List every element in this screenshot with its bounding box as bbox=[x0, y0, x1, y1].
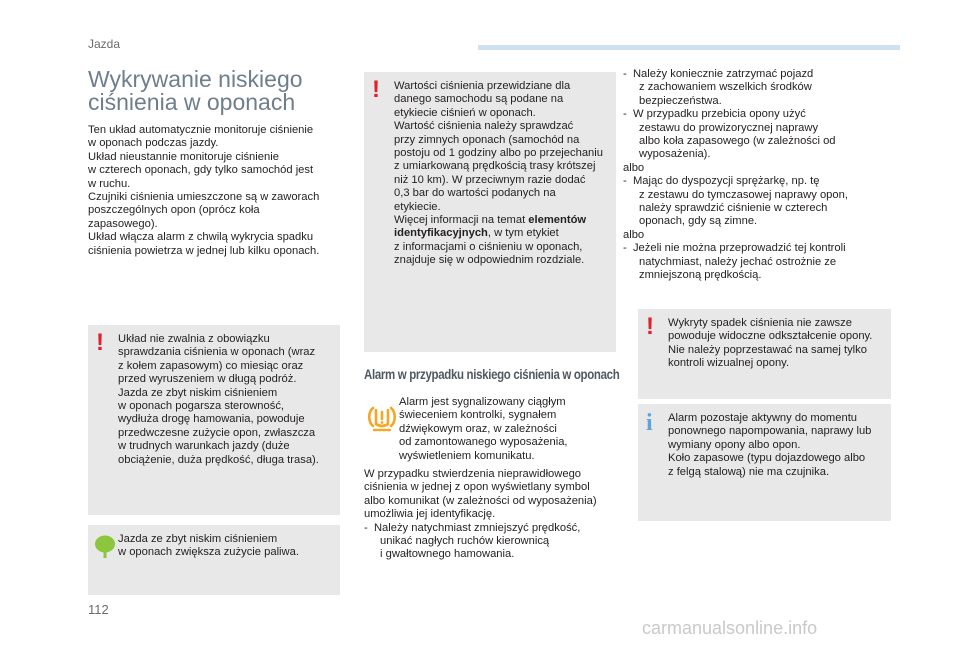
tpms-warning-lamp-icon bbox=[366, 404, 398, 432]
warning-exclamation-icon: ! bbox=[646, 313, 654, 340]
pressure-text-a: Wartości ciśnienia przewidziane dla danego samochodu są podane na etykiecie ciśnień w oponach. Wartość ciśnienia należy sprawdzać przy zimnych oponach (samochód na postoju od 1 godziny albo po przejechaniu z umiarkowaną prędkością trasy krótszej niż 10 km). W przeciwnym razie dodać 0,3 bar do wartości podanych na etykiecie. Więcej informacji na temat bbox=[394, 80, 603, 227]
alarm-section-heading: Alarm w przypadku niskiego ciśnienia w oponach bbox=[364, 366, 620, 382]
watermark: carmanualsonline.info bbox=[642, 618, 818, 638]
info-icon: i bbox=[646, 410, 653, 436]
pressure-box-text bbox=[394, 80, 610, 268]
actions-list bbox=[623, 68, 891, 283]
warning-box-checks bbox=[88, 325, 340, 515]
warning-box-pressure bbox=[364, 72, 616, 352]
eco-box-text: Jazda ze zbyt niskim ciśnieniem w oponach zwiększa zużycie paliwa. bbox=[118, 533, 299, 559]
section-label: Jazda bbox=[88, 37, 121, 51]
alarm-dash-item: - Należy natychmiast zmniejszyć prędkość, unikać nagłych ruchów kierownicą i gwałtownego hamowania. bbox=[364, 521, 581, 561]
warning-box-text: Układ nie zwalnia z obowiązku sprawdzania ciśnienia w oponach (wraz z kołem zapasowym) co miesiąc oraz przed wyruszeniem w długą podróż. Jazda ze zbyt niskim ciśnieniem w oponach pogarsza sterowność, wydłuża drogę hamowania, powoduje przedwczesne zużycie opon, zwłaszcza w trudnych warunkach jazdy (duże obciążenie, duża prędkość, długa trasa). bbox=[118, 333, 319, 466]
action-item-repair: - W przypadku przebicia opony użyć zestawu do prowizorycznej naprawy albo koła zapasowego (w zależności od wyposażenia). bbox=[623, 108, 836, 161]
warning-box2-text: Wykryty spadek ciśnienia nie zawsze powoduje widoczne odkształcenie opony. Nie należy poprzestawać na samej tylko kontroli wizualnej opony. bbox=[668, 317, 873, 370]
warning-exclamation-icon: ! bbox=[372, 76, 380, 103]
action-item-drive-carefully: - Jeżeli nie można przeprowadzić tej kontroli natychmiast, należy jechać ostrożnie ze zmniejszoną prędkością. bbox=[623, 242, 846, 282]
albo-label: albo bbox=[623, 161, 645, 174]
warning-box-visual bbox=[638, 309, 891, 399]
action-item-stop: - Należy koniecznie zatrzymać pojazd z zachowaniem wszelkich środków bezpieczeństwa. bbox=[623, 68, 814, 107]
intro-text: Ten układ automatycznie monitoruje ciśnienie w oponach podczas jazdy. Układ nieustannie monitoruje ciśnienie w czterech oponach, gdy tylko samochód jest w ruchu. Czujniki ciśnienia umieszczone są w zaworach poszczególnych opon (oprócz koła zapasowego). Układ włącza alarm z chwilą wykrycia spadku ciśnienia powietrza w jednej lub kilku oponach. bbox=[88, 124, 320, 257]
header-bar bbox=[478, 45, 900, 50]
info-box-text: Alarm pozostaje aktywny do momentu ponownego napompowania, naprawy lub wymiany opony albo opon. Koło zapasowe (typu dojazdowego albo z felgą stalową) nie ma czujnika. bbox=[668, 412, 872, 478]
eco-tree-icon bbox=[94, 535, 116, 559]
alarm-lead-text: Alarm jest sygnalizowany ciągłym świeceniem kontrolki, sygnałem dźwiękowym oraz, w zależności od zamontowanego wyposażenia, wyświetleniem komunikatu. bbox=[399, 396, 568, 462]
pressure-text-b: , w tym etykiet z informacjami o ciśnieniu w oponach, znajduje się w odpowiednim rozdziale. bbox=[394, 227, 585, 267]
pressure-bold-link-text: elementów identyfikacyjnych bbox=[394, 214, 587, 240]
page-title: Wykrywanie niskiego ciśnienia w oponach bbox=[88, 66, 303, 115]
alarm-body-text: W przypadku stwierdzenia nieprawidłowego ciśnienia w jednej z opon wyświetlany symbol albo komunikat (w zależności od wyposażenia) umożliwia jej identyfikację. bbox=[364, 468, 597, 521]
albo-label: albo bbox=[623, 228, 645, 241]
action-item-compressor: - Mając do dyspozycji sprężarkę, np. tę z zestawu do tymczasowej naprawy opon, należy sprawdzić ciśnienie w czterech oponach, gdy są zimne. bbox=[623, 175, 848, 228]
eco-box bbox=[88, 525, 340, 595]
warning-exclamation-icon: ! bbox=[96, 329, 104, 356]
info-box bbox=[638, 404, 891, 521]
page-number: 112 bbox=[88, 602, 109, 617]
alarm-body bbox=[364, 468, 616, 562]
